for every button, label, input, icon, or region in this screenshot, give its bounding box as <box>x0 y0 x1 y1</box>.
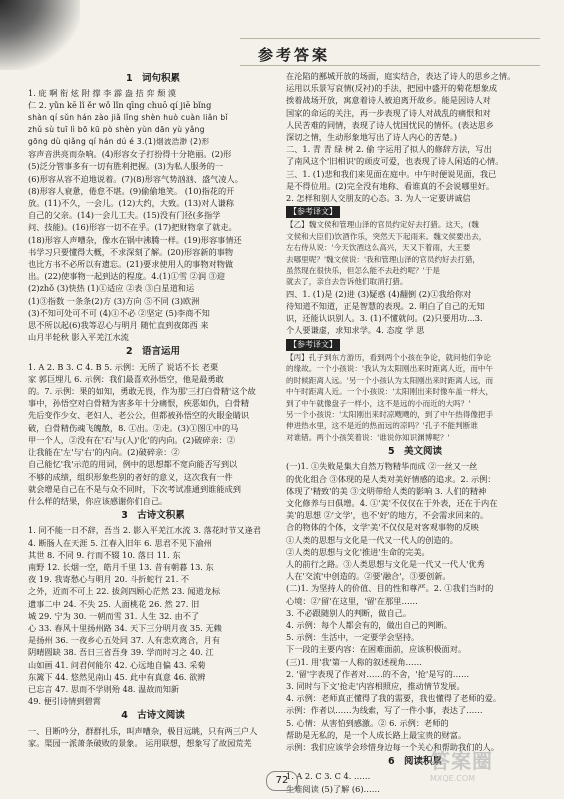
pinyin-line: gōng dù qiǎng qí hán dú é 3.(1)烟波浩渺 (2)形 <box>28 137 210 147</box>
text-line: 先后变作少女、老妇人、老公公，但都被孙悟空的火眼金睛识 <box>28 410 250 421</box>
text-line: 示例：作者以……为线索，写了一件小事，表达了…… <box>286 705 483 716</box>
text-line: 家。渠园一派萧条破败的景象。 运用联想，想象写了故园荒芜 <box>28 737 252 748</box>
text-line: 其世 8. 不同 9. 行而不辍 10. 落日 11. 东 <box>28 549 181 560</box>
translation-heading: 【参考译文】 <box>286 206 340 218</box>
text-line: (二)1. 为坚持人的价值、目的性和尊严。2. ①我们当时的 <box>286 583 494 594</box>
text-line: 破，白骨精伤魂飞魄散，8. ①出。②走。(3)①图①中的马 <box>28 422 239 433</box>
text-line: 的。7. 示例：果的如知，勇敢无畏，作为那'三打白骨精'这个故 <box>28 386 256 397</box>
text-line: 5. 示例：生活中，一定要学会坚持。 <box>286 632 420 643</box>
text-line: 之外，近而不可上 22. 拔剑四顾心茫然 23. 闻道龙标 <box>28 586 221 597</box>
text-line: 阴晴圆缺 38. 吾日三省吾身 39. 学而时习之 40. 江 <box>28 647 214 658</box>
text-line: 一、目断吟分，群群扎乐，叫声嘈杂，极目远眺，只有两三户人 <box>28 725 258 736</box>
text-line: 1. 庇 啊 衔 炫 附 撑 李 霹 盎 拮 弈 颓 漠 <box>28 88 177 99</box>
text-line: 在沦陷的鄯城开放的场面，庭实结合，表达了诗人的思乡之情。 <box>286 71 516 81</box>
text-line: 示例：我们应该学会珍惜身边每一个关心和帮助我们的人。 <box>286 742 499 753</box>
text-line: 1. A 2. B 3. C 4. B 5. 示例：无所了 说话不长 老栗 <box>28 361 219 372</box>
text-line: 不够的成绩，组织形象些别的者好的意义，这次我有一件 <box>28 471 233 482</box>
translation-line: 的时候距离人远。'另一个小孩认为太阳刚出来时距离人远，而 <box>286 375 494 385</box>
section-title: 6 阅读积累 <box>387 756 443 768</box>
text-line: ①人类的思想与文化是一代又一代人的创造的。 <box>286 534 458 545</box>
section-title: 4 古诗文阅读 <box>121 710 185 722</box>
translation-line: 虽然现在很快乐，但怎么能不去赴约呢？'于是 <box>286 266 440 276</box>
text-line: (三)1. 用'我'第一人称的叙述视角…… <box>286 656 422 667</box>
translation-line: 另一个小孩说：'太阳刚出来时凉飕飕的，到了中午热得像把手 <box>286 409 494 419</box>
text-line: (8)形容人衰惫，倦怠不堪。(9)偷偷地笑。 (10)指花的开 <box>28 185 235 196</box>
text-line: 书学习只要懂得大概，不求深刻了解。(20)形容新的事物 <box>28 246 234 257</box>
text-line: (5)泛分管事多有一切有胜利把握。(3)为私人服务的一 <box>28 161 224 172</box>
translation-line: 对谁错。两个小孩笑着说：'谁说你知识渊博呢？' <box>286 432 450 442</box>
text-line: 就会增是自己在不是与众不同时，下次考试准通到谁能成到 <box>28 483 241 494</box>
text-line: (2)zhǒ (3)快热 (1)①适应 ②表 ③白星道和运 <box>28 283 195 294</box>
page-title: 参考答案 <box>258 46 331 64</box>
section-title: 5 美文阅读 <box>387 446 443 458</box>
translation-line: 文侯和大臣们)饮酒作乐，突然天下起雨来。魏文侯要出去， <box>286 231 487 241</box>
translation-line: 去哪里呢？'魏文侯说：'我和管理山泽的官员约好去打猎， <box>286 254 481 264</box>
text-line: 自己的父亲。(14)一会儿工夫。(15)没有门径(多指学 <box>28 210 221 221</box>
text-line: 东篱下 44. 悠然见南山 45. 此中有真意 46. 欲辨 <box>28 671 206 682</box>
translation-line: 伸进热水里，这不是近的热而远的凉吗？'孔子不能判断谁 <box>286 421 478 431</box>
translation-line: 到了中午就像盘子一样小，这不是远的小而近的大吗？' <box>286 398 471 408</box>
text-line: 合的物体的个体，文学'美'不仅仅是对客观事物的反映 <box>286 522 479 533</box>
text-line: 人民苦难的同情，表现了诗人忧国忧民的情怀。(表达思乡 <box>286 119 494 130</box>
text-line: 自己能忆'我'示范的用词，例中的思想都不宽向能否写到以 <box>28 459 238 470</box>
text-line: 深切之情，生动形象地写出了诗人内心的苦楚。) <box>286 132 458 143</box>
text-line: 待知道不知道，正是智慧的表现。2. 明白了自己的无知 <box>286 301 485 312</box>
page-number: 72 <box>266 771 298 791</box>
text-line: (18)形容人声嘈杂，像水在锅中沸腾一样。(19)形容事情还 <box>28 234 242 245</box>
translation-line: 左右侍从说：'今天饮酒这么高兴，天又下着雨，大王要 <box>286 243 471 253</box>
section-title: 1 词句积累 <box>125 73 181 84</box>
text-line: 心 33. 春风十里扬州路 34. 天下三分明月夜 35. 无赖 <box>28 622 222 633</box>
text-line: (6)形容从容不迫地说着。(7)(8)形容气势汹汹、盛气凌人。 <box>28 173 243 184</box>
text-line: 3. 不必跟随别人的判断，做自己。 <box>286 607 412 618</box>
text-line: 家 郭巨埋儿 6. 示例：我们最喜欢孙悟空，他是最勇敢 <box>28 373 224 384</box>
translation-heading: 【参考译文】 <box>286 339 340 351</box>
text-line: 运用以乐景写哀情(反衬)的手法，把园中盛开的菊花想象成 <box>286 83 498 94</box>
text-line: 三、1. (1)悲和我们来见面在庭中。中午时便说见面，我已 <box>286 168 497 179</box>
text-line: 文化修养与日俱增。4. ①'美'不仅仅在于外表，还在于内在 <box>286 497 498 508</box>
text-line: 事中，孙悟空对白骨精为害多年十分痛恨，疾恶如仇，白骨精 <box>28 398 250 409</box>
text-line: 4. 示例：老师真正懂得了我的需要，我也懂得了老师的爱。 <box>286 693 502 704</box>
text-line: 下一段的主要内容：在困难面前，应该积极面对。 <box>286 644 467 655</box>
translation-line: 的缘故。一个小孩说：'我认为太阳刚出来时距离人近，而中午 <box>286 364 494 374</box>
text-line: 识，还能认识别人。3. (1)不懂就问。(2)只要用功...3. <box>286 313 483 324</box>
text-line: 挨着战场开放，寓意着诗人被迫离开故乡。能是因诗人对 <box>286 95 491 106</box>
text-line: 夜 19. 我寄愁心与明月 20. 斗折蛇行 21. 不 <box>28 574 190 585</box>
translation-line: 【乙】魏文侯和管理山泽的官员约定好去打猎。这天，(魏 <box>286 220 479 230</box>
text-line: 甲一个人，②没有在'石'与(人)'化'的内向。(2)破碎亲：② <box>28 434 236 445</box>
text-line: 国家的命运的关注，再一步表现了诗人对战乱的痛恨和对 <box>286 107 491 118</box>
text-line: 2. 怎样和别人交朋友的心态。3. 为人一定要讲诚信 <box>286 193 471 204</box>
watermark-main: MXQE.COM <box>430 774 476 783</box>
text-line: 南野 12. 长烟一空，皓月千里 13. 昔有朝暮 13. 东 <box>28 561 214 572</box>
text-line: 49. 便引诗情到碧霄 <box>28 696 101 707</box>
right-column <box>286 70 544 795</box>
text-line: 遗事二中 24. 不失 25. 人面桃花 26. 然 27. 旧 <box>28 598 200 609</box>
text-line: 山如画 41. 问君何能尔 42. 心远地自偏 43. 采菊 <box>28 659 206 670</box>
text-line: 出。(22)使事物一起到达的程度。4.(1)①雪 ②润 ③迎 <box>28 271 225 282</box>
text-line: 是不得位用。(2)完全没有地称、看谁真的不会说哪里好。 <box>286 180 495 191</box>
text-line: 容声音洪亮而杂响。(4)形容女子打扮得十分艳丽。(2)形 <box>28 149 232 160</box>
text-line: 让我能在'左'与'右'的内向。(2)破碎亲：② <box>28 447 180 458</box>
left-column <box>28 70 278 749</box>
text-line: 已忘言 47. 思而不学则殆 48. 温故而知新 <box>28 683 180 694</box>
text-line: 1. 同不能一日不辞，吾当 2. 影入平羌江水流 3. 落花时节又逢君 <box>28 525 261 536</box>
text-line: 1. A 2. C 3. C 4. …… <box>286 771 371 782</box>
text-line: (1)③指数 一条条(2)方 (3)方向 ⑤不同 (3)欧洲 <box>28 295 200 306</box>
text-line: 体现了'精致'的美 ③文明带给人类的影响 3. 人们的精神 <box>286 485 487 496</box>
text-line: 仁 2. yǔn kē lǐ ěr wǒ lǐn qīng chuō qí jiē bǐng <box>28 100 212 111</box>
text-line: 问、技能)。(16)形容一切不在乎。(17)把财物拿了就走。 <box>28 222 237 233</box>
text-line: 生难阅读 (5)了解 (6)…… <box>286 783 380 794</box>
text-line: (3)不知可处可不可 (4)①不必 ②坚定 (5)李商不知 <box>28 307 210 318</box>
translation-line: 中午时距离人近。一个小孩说：'太阳刚出来时像车盖一样大， <box>286 387 494 397</box>
text-line: 2. '留'字表现了作者对……的不舍，'抢'是写的…… <box>286 668 470 679</box>
text-line: (一)1. ①失败是集大自然万物精华而成 ②一丝又一丝 <box>286 461 478 472</box>
text-line: 也比方书不必所以有遗忘。(21)要求使用人的事物对物做 <box>28 259 234 270</box>
text-line: 美'的思想 ②'文学'，也不'好'的地方，不会需求回来的。 <box>286 510 489 521</box>
translation-line: 就去了，亲自去告诉他们取消打猎。 <box>286 277 408 287</box>
text-line: 了南风这个'旧相识'的顽皮可爱，也表现了诗人闲适的心情。 <box>286 156 504 167</box>
pinyin-line: shàn qí sǔn hán zào jiǎ lǐng shèn huò cuàn liǎn bǐ <box>28 112 228 122</box>
text-line: 心境：②'留'在这里，'留'在那里…… <box>286 595 418 606</box>
text-line: ②人类的思想与文化'推进'生命的完美。 <box>286 546 430 557</box>
text-line: 个人要谦虚，求知求学。4. 态度 学 思 <box>286 325 425 336</box>
text-line: 四、1. (1)是 (2)进 (3)疑惑 (4)翻倒 (2)①我给你对 <box>286 288 472 299</box>
section-title: 2 语言运用 <box>125 346 181 358</box>
text-line: 人的前行之路。③人类思想与文化是一代又一代人'优秀 <box>286 558 485 569</box>
text-line: 人在'交流'中创造的。②要'融合'，③要创新。 <box>286 571 451 582</box>
text-line: 是扬州 36. 一夜乡心五处同 37. 人有悲欢离合，月有 <box>28 635 221 646</box>
text-line: 4. 示例：每个人都会有的，做出自己的判断。 <box>286 619 452 630</box>
text-line: 5. 心情：从害怕到感激。② 6. 示例：老师的 <box>286 717 449 728</box>
translation-line: 【丙】孔子到东方游历，看到两个小孩在争论，就问他们争论 <box>286 352 492 362</box>
text-line: 帮助是无私的，是一个人成长路上最宝贵的财富。 <box>286 729 467 740</box>
text-line: 思不所以起(6)我等忍心与明月 随忙直到夜郎西 来 <box>28 320 209 331</box>
text-line: 放。(11)不久，一会儿。(12)大约，大致。(13)对人谦称 <box>28 198 234 209</box>
text-line: 山月半轮秋 影入平羌江水流 <box>28 332 129 343</box>
watermark-sub: 答案圈 <box>430 749 493 773</box>
text-line: 城 29. 宁为 30. 一朝而雪 31. 人生 32. 由不了 <box>28 610 200 621</box>
text-line: 什么样的结果，你应该感谢你们自己。 <box>28 495 168 506</box>
section-title: 3 古诗文积累 <box>121 510 185 522</box>
text-line: 二、1. 青 青 绿 树 2. 偷 字运用了拟人的修辞方法，写出 <box>286 144 492 155</box>
text-line: 4. 断肠人在天涯 5. 江春入旧年 6. 思君不见下渝州 <box>28 537 212 548</box>
text-line: 的优化组合 ③体现的是人类对美好情感的追求。2. 示例： <box>286 473 496 484</box>
corner-shadow <box>0 0 80 70</box>
text-line: 3. 同时与下文'抢走'内容相照应，推动情节发展。 <box>286 681 465 691</box>
watermark-logo <box>430 745 560 795</box>
pinyin-line: zhǔ sù tuī lì bō kū pò shèn yùn dān yù yǎng <box>28 124 205 134</box>
